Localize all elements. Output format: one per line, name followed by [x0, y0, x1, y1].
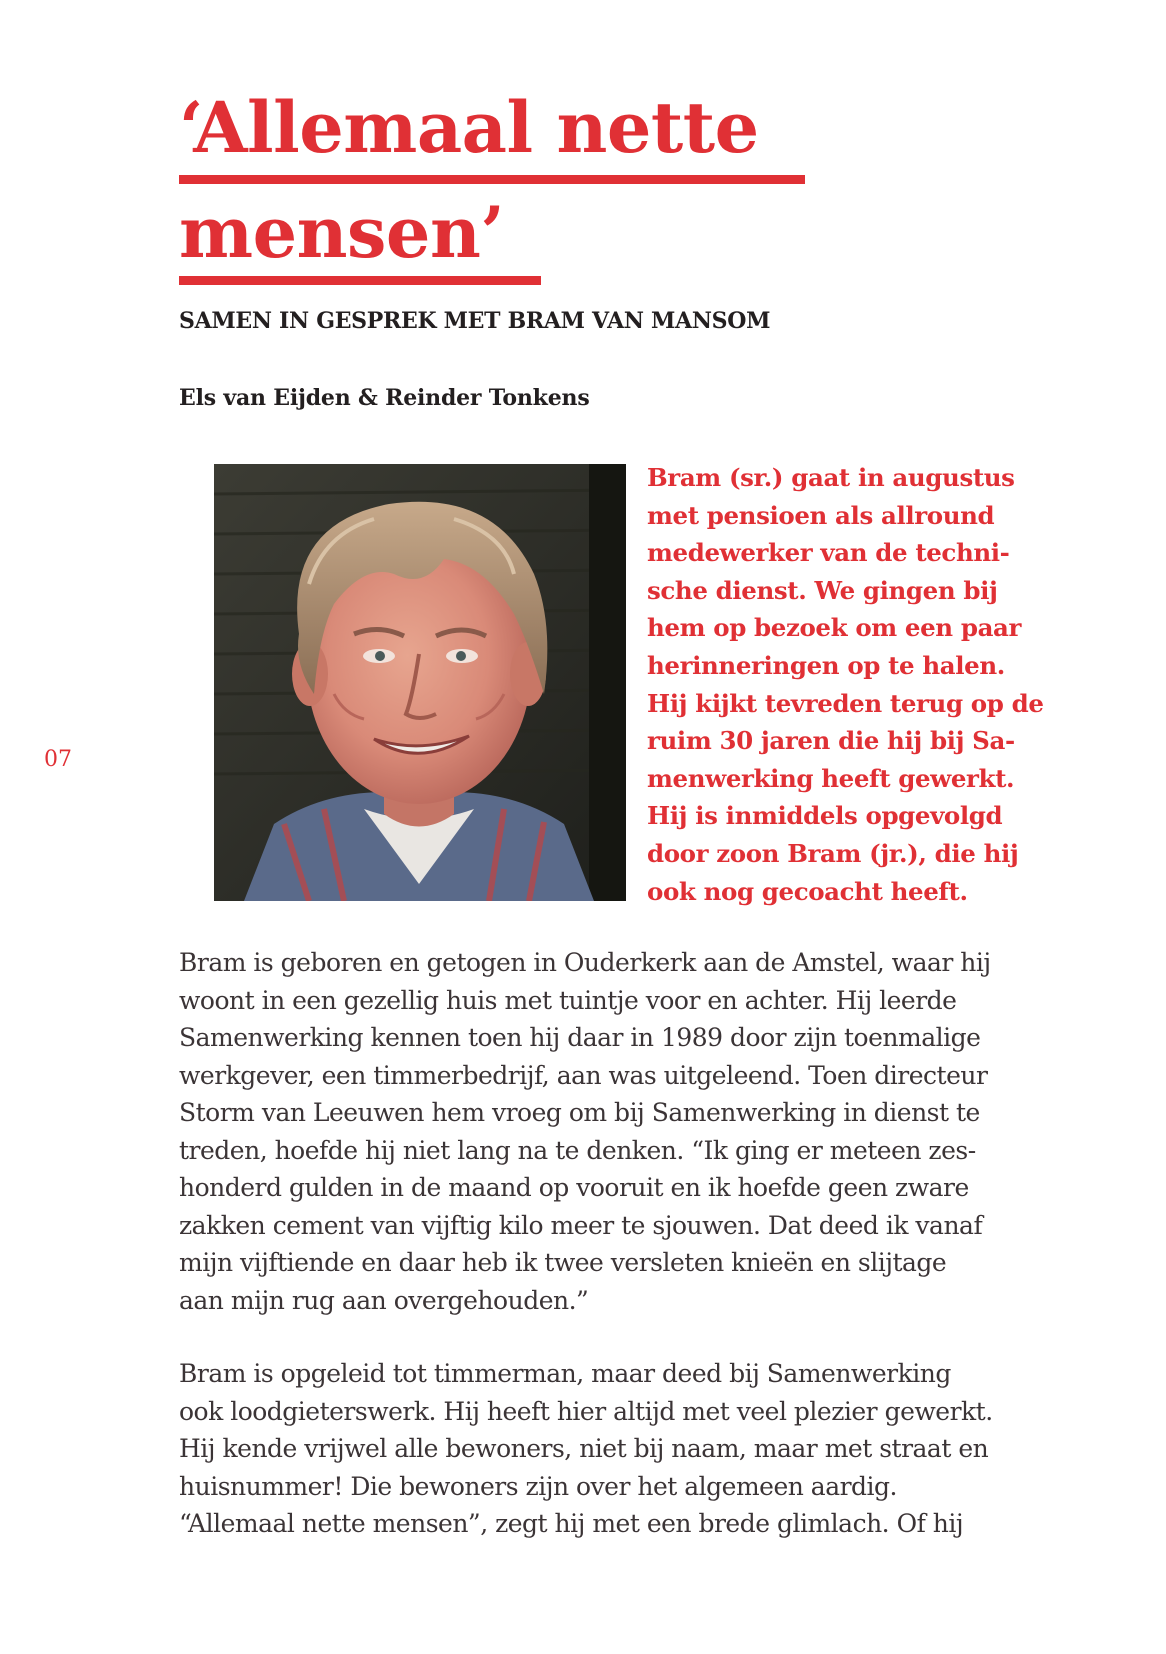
body-line: honderd gulden in de maand op vooruit en ik hoefde geen zware	[179, 1173, 969, 1202]
body-line: Bram is geboren en getogen in Ouderkerk aan de Amstel, waar hij	[179, 948, 991, 977]
body-line: “Allemaal nette mensen”, zegt hij met een brede glimlach. Of hij	[179, 1509, 964, 1538]
intro-line: medewerker van de techni-	[647, 538, 1010, 568]
article-subtitle: SAMEN IN GESPREK MET BRAM VAN MANSOM	[179, 308, 771, 334]
intro-line: met pensioen als allround	[647, 500, 995, 530]
intro-line: herinneringen op te halen.	[647, 650, 1005, 680]
intro-line: sche dienst. We gingen bij	[647, 575, 998, 605]
article-title-line-1: ‘Allemaal nette	[179, 86, 759, 169]
body-line: Storm van Leeuwen hem vroeg om bij Samenwerking in dienst te	[179, 1098, 980, 1127]
intro-line: door zoon Bram (jr.), die hij	[647, 838, 1019, 868]
body-line: mijn vijftiende en daar heb ik twee versleten knieën en slijtage	[179, 1248, 947, 1277]
intro-paragraph	[647, 459, 1047, 910]
body-line: zakken cement van vijftig kilo meer te sjouwen. Dat deed ik vanaf	[179, 1210, 983, 1240]
article-title-line-2: mensen’	[179, 191, 505, 274]
title-underline-2	[179, 276, 541, 285]
body-line: Bram is opgeleid tot timmerman, maar deed bij Samenwerking	[179, 1359, 951, 1388]
body-line: werkgever, een timmerbedrijf, aan was uitgeleend. Toen directeur	[179, 1060, 988, 1090]
body-line: woont in een gezellig huis met tuintje voor en achter. Hij leerde	[179, 985, 957, 1015]
body-line: aan mijn rug aan overgehouden.”	[179, 1285, 589, 1315]
article-authors: Els van Eijden & Reinder Tonkens	[179, 385, 590, 411]
intro-line: Hij is inmiddels opgevolgd	[647, 801, 1003, 831]
body-paragraph-2	[179, 1355, 1059, 1543]
body-line: treden, hoefde hij niet lang na te denken. “Ik ging er meteen zes-	[179, 1135, 976, 1165]
page-number: 07	[44, 747, 72, 772]
intro-line: ruim 30 jaren die hij bij Sa-	[647, 726, 1015, 756]
portrait-photo	[214, 464, 626, 901]
intro-line: Hij kijkt tevreden terug op de	[647, 688, 1044, 718]
body-paragraph-1	[179, 944, 1059, 1319]
body-line: Hij kende vrijwel alle bewoners, niet bij naam, maar met straat en	[179, 1434, 989, 1463]
intro-line: hem op bezoek om een paar	[647, 613, 1022, 643]
intro-line: menwerking heeft gewerkt.	[647, 763, 1015, 793]
title-underline-1	[179, 175, 805, 184]
body-line: huisnummer! Die bewoners zijn over het algemeen aardig.	[179, 1471, 898, 1501]
body-line: Samenwerking kennen toen hij daar in 1989 door zijn toenmalige	[179, 1023, 981, 1052]
intro-line: Bram (sr.) gaat in augustus	[647, 463, 1015, 492]
intro-line: ook nog gecoacht heeft.	[647, 876, 968, 906]
body-line: ook loodgieterswerk. Hij heeft hier altijd met veel plezier gewerkt.	[179, 1396, 993, 1426]
